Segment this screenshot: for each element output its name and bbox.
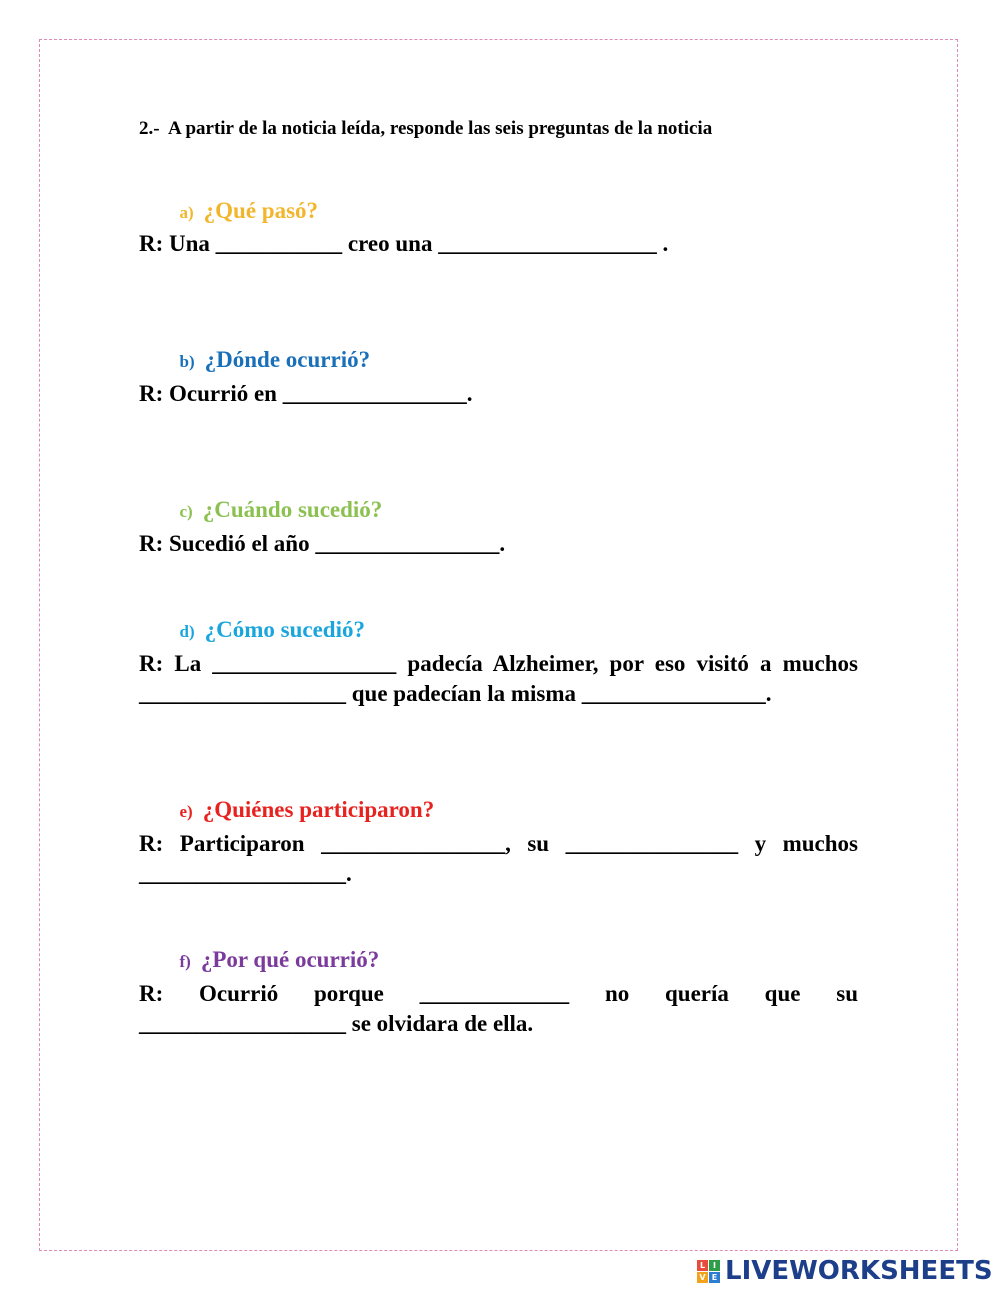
question-text: ¿Cómo sucedió?: [204, 617, 365, 642]
instruction-heading: 2.- A partir de la noticia leída, responde las seis preguntas de la noticia: [139, 118, 713, 139]
logo-text: LIVEWORKSHEETS: [725, 1256, 993, 1286]
answer-d: R: La ________________ padecía Alzheimer, por eso visitó a muchos __________________ que padecían la misma ________________.: [139, 651, 858, 706]
logo-mark-letter: V: [697, 1272, 708, 1283]
question-text: ¿Dónde ocurrió?: [204, 347, 371, 372]
logo-mark-letter: L: [697, 1260, 708, 1271]
question-d: [168, 591, 365, 643]
question-f: [168, 921, 379, 973]
question-letter: d): [179, 622, 195, 641]
logo-mark-letter: E: [709, 1272, 720, 1283]
question-a: [168, 172, 318, 224]
question-letter: e): [179, 802, 193, 821]
question-e: [168, 771, 434, 823]
question-b: [168, 321, 370, 373]
question-letter: c): [179, 502, 193, 521]
answer-c: R: Sucedió el año ________________.: [139, 531, 506, 556]
liveworksheets-mark-icon: [697, 1260, 720, 1283]
answer-e: R: Participaron ________________, su _______________ y muchos __________________.: [139, 831, 858, 886]
answer-a: R: Una ___________ creo una ___________________ .: [139, 231, 669, 256]
question-letter: b): [179, 352, 195, 371]
question-letter: f): [179, 952, 191, 971]
question-letter: a): [179, 203, 194, 222]
answer-f: R: Ocurrió porque _____________ no quería que su __________________ se olvidara de ella.: [139, 981, 858, 1036]
question-c: [168, 471, 382, 523]
question-text: ¿Por qué ocurrió?: [200, 947, 380, 972]
question-text: ¿Qué pasó?: [203, 198, 319, 223]
question-text: ¿Quiénes participaron?: [202, 797, 435, 822]
question-text: ¿Cuándo sucedió?: [202, 497, 383, 522]
liveworksheets-logo: [697, 1256, 993, 1286]
logo-mark-letter: I: [709, 1260, 720, 1271]
answer-b: R: Ocurrió en ________________.: [139, 381, 473, 406]
